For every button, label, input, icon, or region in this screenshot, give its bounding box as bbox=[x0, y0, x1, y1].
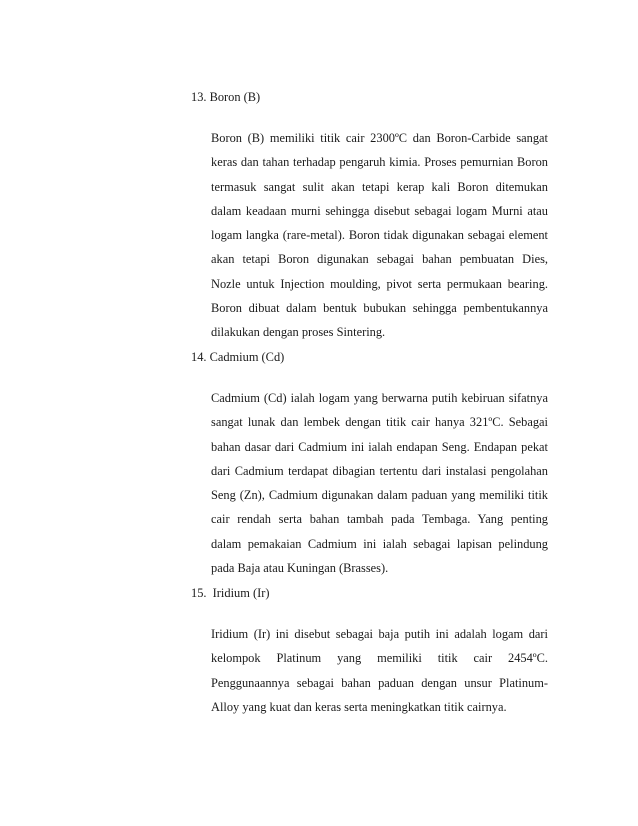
paragraph-line: Iridium (Ir) ini disebut sebagai baja putih ini adalah logam dari bbox=[211, 627, 548, 641]
paragraph-line: logam langka (rare-metal). Boron tidak digunakan sebagai element bbox=[211, 228, 548, 243]
paragraph-line: sangat lunak dan lembek dengan titik cair hanya 321ºC. Sebagai bbox=[211, 415, 548, 430]
paragraph-line: Boron (B) memiliki titik cair 2300ºC dan Boron-Carbide sangat bbox=[211, 131, 548, 145]
paragraph-line: dari Cadmium terdapat dibagian tertentu dari instalasi pengolahan bbox=[211, 463, 548, 478]
paragraph-line: kelompok Platinum yang memiliki titik cair 2454ºC. bbox=[211, 651, 548, 666]
paragraph-line: Alloy yang kuat dan keras serta meningkatkan titik cairnya. bbox=[211, 699, 507, 714]
section-heading-cadmium: 14. Cadmium (Cd) bbox=[191, 350, 285, 364]
paragraph-line: keras dan tahan terhadap pengaruh kimia. Proses pemurnian Boron bbox=[211, 155, 548, 170]
paragraph-line: Cadmium (Cd) ialah logam yang berwarna putih kebiruan sifatnya bbox=[211, 391, 548, 405]
section-paragraph-boron bbox=[211, 126, 548, 345]
paragraph-line: termasuk sangat sulit akan tetapi kerap kali Boron ditemukan bbox=[211, 179, 548, 194]
section-paragraph-iridium bbox=[211, 622, 548, 719]
section-heading-boron: 13. Boron (B) bbox=[191, 90, 261, 104]
section-paragraph-cadmium bbox=[211, 386, 548, 580]
paragraph-line: dilakukan dengan proses Sintering. bbox=[211, 325, 386, 340]
paragraph-line: akan tetapi Boron digunakan sebagai bahan pembuatan Dies, bbox=[211, 252, 548, 267]
section-heading-iridium: 15. Iridium (Ir) bbox=[191, 586, 270, 600]
paragraph-line: dalam keadaan murni sehingga disebut sebagai logam Murni atau bbox=[211, 203, 548, 218]
paragraph-line: pada Baja atau Kuningan (Brasses). bbox=[211, 561, 389, 576]
paragraph-line: Boron dibuat dalam bentuk bubukan sehingga pembentukannya bbox=[211, 301, 548, 316]
paragraph-line: Penggunaannya sebagai bahan paduan dengan unsur Platinum- bbox=[211, 675, 548, 690]
paragraph-line: bahan dasar dari Cadmium ini ialah endapan Seng. Endapan pekat bbox=[211, 439, 548, 454]
paragraph-line: dalam pemakaian Cadmium ini ialah sebagai lapisan pelindung bbox=[211, 536, 548, 551]
paragraph-line: Seng (Zn), Cadmium digunakan dalam paduan yang memiliki titik bbox=[211, 488, 548, 503]
paragraph-line: cair rendah serta bahan tambah pada Tembaga. Yang penting bbox=[211, 512, 548, 527]
paragraph-line: Nozle untuk Injection moulding, pivot serta permukaan bearing. bbox=[211, 276, 548, 291]
